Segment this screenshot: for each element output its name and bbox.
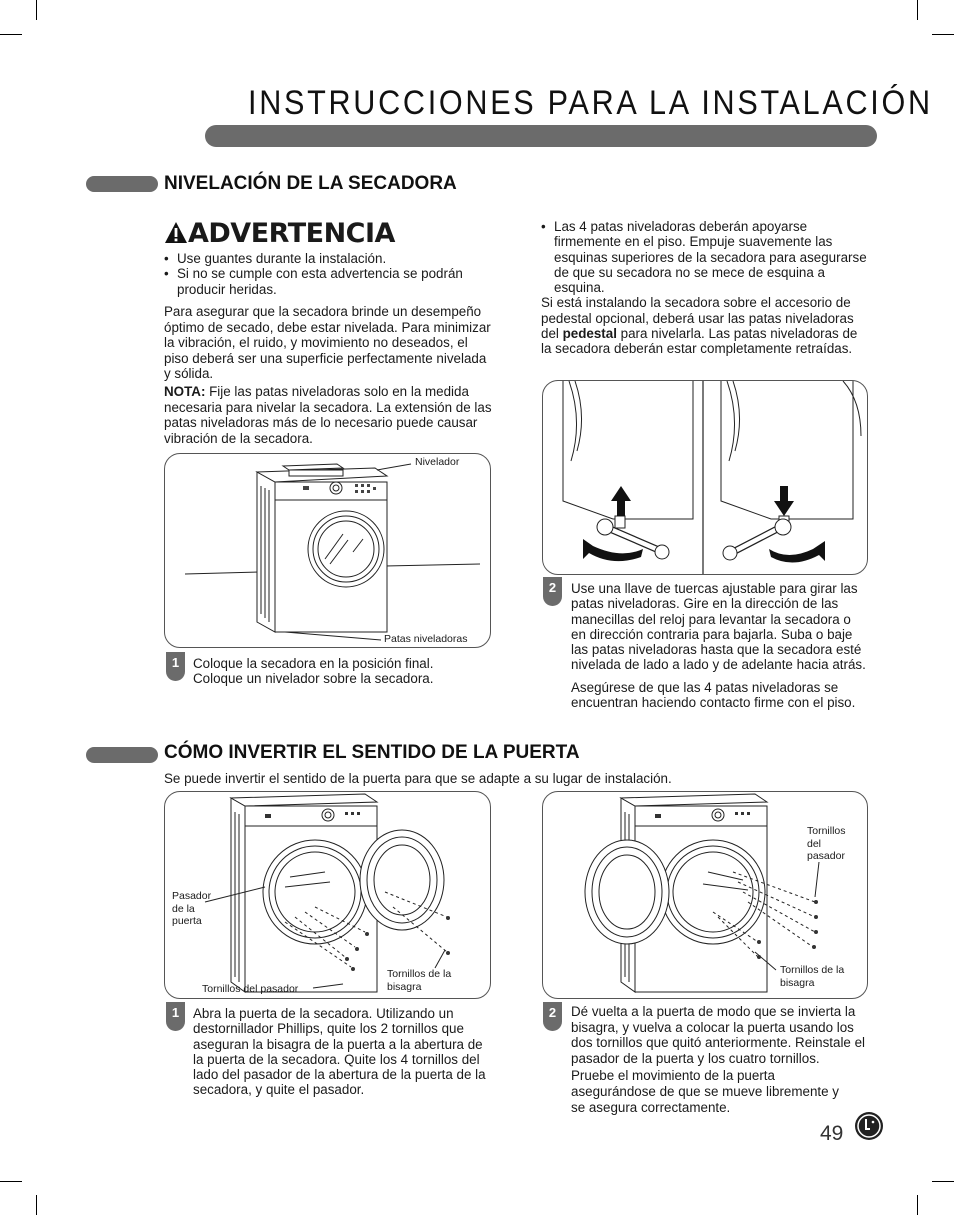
crop-mark	[932, 34, 954, 35]
label-hinge-screws: Tornillos de la bisagra	[780, 964, 845, 989]
step-number: 1	[166, 652, 185, 681]
wrench-icon	[723, 519, 791, 560]
label-door-strike: Pasador de la puerta	[172, 890, 212, 927]
section-pill	[86, 747, 158, 763]
figure-door-reinstall	[542, 791, 868, 999]
label-hinge-screws: Tornillos de la bisagra	[387, 968, 452, 993]
step1-text: Coloque la secadora en la posición final. Coloque un nivelador sobre la secadora.	[193, 656, 434, 687]
door-intro: Se puede invertir el sentido de la puerta para que se adapte a su lugar de instalación.	[164, 771, 672, 786]
label-strike-screws: Tornillos del pasador	[807, 825, 846, 862]
step-number: 2	[543, 577, 562, 606]
door-step2-paragraph-b: Pruebe el movimiento de la puerta asegurándose de que se mueve libremente y se asegura correctamente.	[571, 1068, 839, 1115]
warning-heading	[164, 218, 395, 249]
pedestal-post: para nivelarla. Las patas niveladoras de la secadora deberán estar completamente retraídas.	[541, 326, 858, 357]
pedestal-paragraph	[541, 295, 867, 356]
crop-mark	[932, 1181, 954, 1182]
crop-mark	[0, 34, 22, 35]
door-step1-text: Abra la puerta de la secadora. Utilizando un destornillador Phillips, quite los 2 tornillos que aseguran la bisagra de la puerta a la abertura de la puerta de la secadora. Quite los 4 tornillos del lado del pasador de la abertura de la puerta de la secadora, y quite el pasador.	[193, 1006, 486, 1098]
note-paragraph	[164, 384, 494, 446]
step-number: 2	[543, 1002, 562, 1031]
leveling-intro: Para asegurar que la secadora brinde un desempeño óptimo de secado, debe estar nivelada. Para minimizar la vibración, el ruido, y movimiento no deseados, el piso deberá ser una superficie perfectamente nivelada y sólida.	[164, 304, 491, 382]
arrow-down-icon	[774, 486, 794, 516]
note-label: NOTA:	[164, 383, 206, 399]
warning-triangle-icon	[164, 221, 188, 244]
figure-wrench-legs	[542, 380, 868, 575]
warning-title: ADVERTENCIA	[188, 218, 395, 249]
step-number: 1	[166, 1002, 185, 1031]
page-number: 49	[820, 1122, 844, 1145]
title-bar	[205, 125, 877, 147]
lg-logo-icon	[854, 1111, 884, 1141]
leveling-legs-illustration	[543, 381, 867, 574]
leveling-paragraph	[164, 304, 494, 446]
door-step2-paragraph: Dé vuelta a la puerta de modo que se invierta la bisagra, y vuelva a colocar la puerta usando los dos tornillos que quitó anteriormente. Reinstale el pasador de la puerta y los cuatro tornillos.	[571, 1004, 866, 1066]
crop-mark	[36, 1195, 37, 1215]
step2-paragraph: Use una llave de tuercas ajustable para girar las patas niveladoras. Gire en la dirección de las manecillas del reloj para levantar la secadora o en dirección contraria para bajarla. Suba o baje las patas niveladoras hasta que la secadora esté nivelada de lado a lado y de adelante hacia atrás.	[571, 581, 866, 673]
section-heading-leveling: NIVELACIÓN DE LA SECADORA	[164, 173, 457, 194]
pedestal-pre: Si está instalando la secadora sobre el accesorio de pedestal opcional, deberá usar las patas niveladoras del	[541, 295, 854, 342]
crop-mark	[917, 0, 918, 20]
label-strike-screws: Tornillos del pasador	[202, 983, 299, 995]
note-text: Fije las patas niveladoras solo en la medida necesaria para nivelar la secadora. La extensión de las patas niveladoras más de lo necesario puede causar vibración de la secadora.	[164, 383, 492, 446]
section-heading-door: CÓMO INVERTIR EL SENTIDO DE LA PUERTA	[164, 742, 580, 763]
clockwise-arrow-icon	[769, 541, 825, 563]
crop-mark	[917, 1195, 918, 1215]
warning-bullets	[164, 251, 494, 297]
warning-bullet: • Si no se cumple con esta advertencia se podrán producir heridas.	[164, 266, 494, 297]
crop-mark	[0, 1181, 22, 1182]
page-title: INSTRUCCIONES PARA LA INSTALACIÓN	[248, 84, 933, 122]
door-step2-text	[571, 1004, 869, 1115]
dryer-illustration	[165, 454, 490, 647]
arrow-up-icon	[611, 486, 631, 516]
right-column-text	[541, 219, 867, 357]
section-pill	[86, 176, 158, 192]
label-leveling-legs: Patas niveladoras	[384, 633, 468, 645]
label-leveler: Nivelador	[415, 456, 460, 468]
figure-door-removal	[164, 791, 491, 999]
legs-bullet: • Las 4 patas niveladoras deberán apoyarse firmemente en el piso. Empuje suavemente las esquinas superiores de la secadora para asegurarse de que su secadora no se mece de esquina a esquina.	[541, 219, 867, 295]
step2-text	[571, 581, 866, 710]
pedestal-bold: pedestal	[562, 326, 617, 342]
step2-paragraph-b: Asegúrese de que las 4 patas niveladoras se encuentran haciendo contacto firme con el piso.	[571, 679, 856, 711]
crop-mark	[36, 0, 37, 20]
warning-bullet: • Use guantes durante la instalación.	[164, 251, 494, 266]
figure-dryer-leveler	[164, 453, 491, 648]
